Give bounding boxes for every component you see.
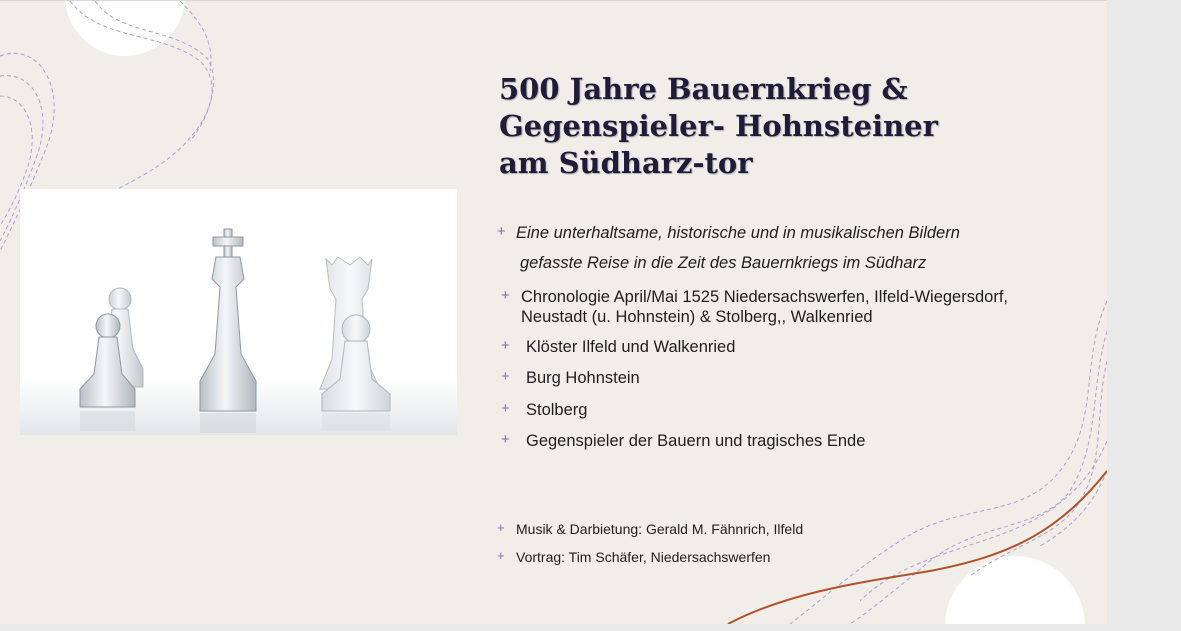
bullet-item-intro (497, 222, 960, 274)
slide-title (499, 71, 1059, 182)
top-white-circle (65, 1, 185, 56)
bullet-text: Stolberg (526, 401, 588, 419)
bullet-item-gegenspieler (497, 430, 865, 452)
bullet-text: Neustadt (u. Hohnstein) & Stolberg,, Walkenried (521, 308, 873, 326)
bullet-item-burg (497, 367, 640, 389)
plus-bullet-icon: + (497, 520, 505, 535)
piece-reflections (80, 411, 390, 433)
bullet-item-stolberg (497, 399, 587, 421)
credit-item-musik (497, 520, 803, 538)
bullet-text: Chronologie April/Mai 1525 Niedersachswerfen, Ilfeld-Wiegersdorf, (521, 288, 1008, 306)
plus-bullet-icon: + (501, 287, 510, 304)
plus-bullet-icon: + (497, 223, 506, 240)
chess-pieces-photo (20, 189, 457, 435)
bullet-text: Klöster Ilfeld und Walkenried (526, 338, 736, 356)
plus-bullet-icon: + (501, 400, 510, 417)
bottom-white-circle (945, 556, 1085, 624)
plus-bullet-icon: + (501, 337, 510, 354)
king-piece (200, 229, 256, 411)
title-line-3: am Südharz-tor (499, 146, 753, 180)
credit-item-vortrag (497, 548, 770, 566)
credit-text: Vortrag: Tim Schäfer, Niedersachswerfen (516, 549, 771, 565)
bullet-text: Burg Hohnstein (526, 369, 640, 387)
plus-bullet-icon: + (501, 431, 510, 448)
bullet-text: Gegenspieler der Bauern und tragisches Ende (526, 432, 866, 450)
bullet-item-chronologie (497, 286, 1008, 328)
plus-bullet-icon: + (501, 368, 510, 385)
bullet-text: gefasste Reise in die Zeit des Bauernkriegs im Südharz (520, 254, 927, 272)
plus-bullet-icon: + (497, 548, 505, 563)
chess-pieces-illustration (20, 189, 457, 435)
credit-text: Musik & Darbietung: Gerald M. Fähnrich, Ilfeld (516, 521, 804, 537)
bullet-text: Eine unterhaltsame, historische und in musikalischen Bildern (516, 224, 960, 242)
title-line-1: 500 Jahre Bauernkrieg & (499, 72, 908, 106)
title-line-2: Gegenspieler- Hohnsteiner (499, 109, 938, 143)
bullet-item-kloester (497, 336, 735, 358)
